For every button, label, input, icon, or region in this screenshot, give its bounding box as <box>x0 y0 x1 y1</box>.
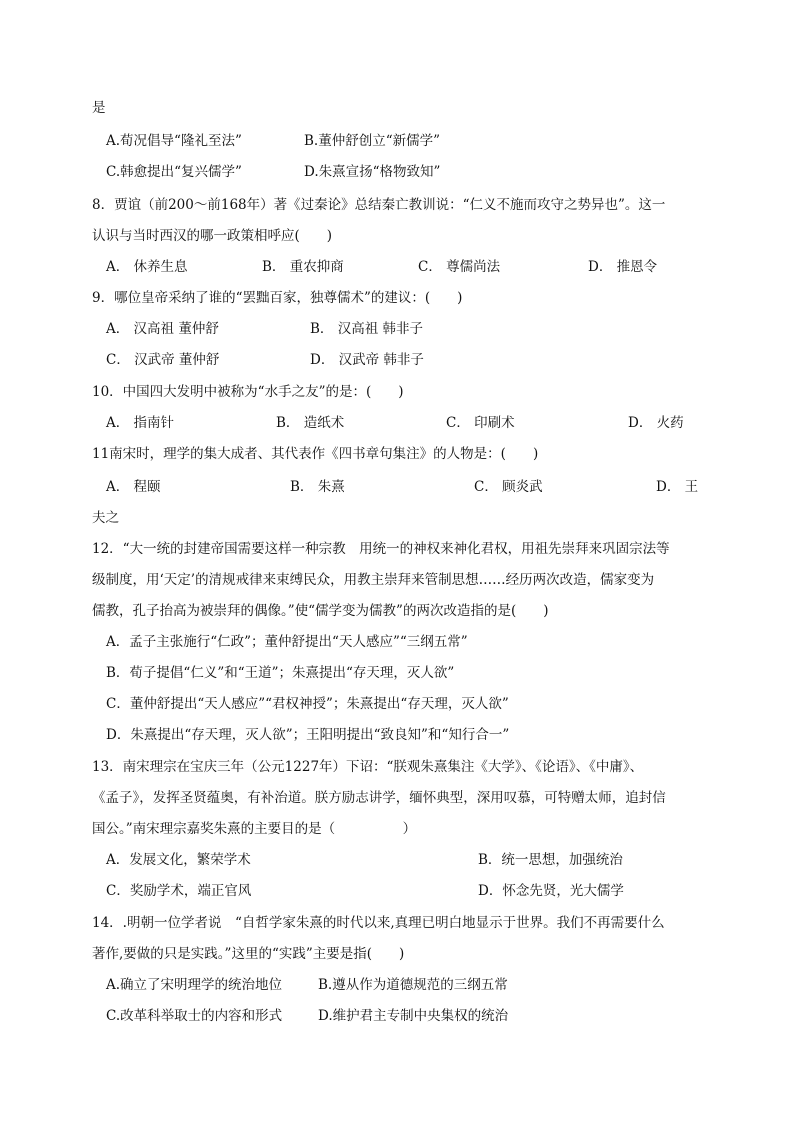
q9-option-c: C． 汉武帝 董仲舒 <box>106 352 220 368</box>
q11-option-a: A． 程颐 <box>106 479 161 495</box>
q11-option-b: B． 朱熹 <box>290 479 345 495</box>
q13-option-a: A．发展文化，繁荣学术 <box>106 852 251 868</box>
q12-option-a: A．孟子主张施行“仁政”；董仲舒提出“天人感应”“三纲五常” <box>106 634 468 650</box>
q9-option-b: B． 汉高祖 韩非子 <box>310 321 424 337</box>
q8-option-c: C． 尊儒尚法 <box>418 259 501 275</box>
q13-stem-line2: 《孟子》，发挥圣贤蕴奥，有补治道。朕方励志讲学，缅怀典型，深用叹慕，可特赠太师，追封信 <box>92 790 666 806</box>
q14-option-a: A.确立了宋明理学的统治地位 <box>106 977 283 993</box>
q9-option-d: D． 汉武帝 韩非子 <box>310 352 424 368</box>
q7-option-c: C.韩愈提出“复兴儒学” <box>106 164 242 180</box>
q7-stem-tail: 是 <box>92 100 106 116</box>
q8-stem-line2: 认识与当时西汉的哪一政策相呼应( ) <box>92 228 333 244</box>
q8-option-b: B． 重农抑商 <box>262 259 344 275</box>
q13-stem-line1: 13．南宋理宗在宝庆三年（公元1227年）下诏：“朕观朱熹集注《大学》、《论语》、《中庸》、 <box>92 759 644 775</box>
q8-option-d: D． 推恩令 <box>588 259 658 275</box>
q14-option-c: C.改革科举取士的内容和形式 <box>106 1008 283 1024</box>
q14-option-b: B.遵从作为道德规范的三纲五常 <box>318 977 508 993</box>
q11-stem: 11南宋时，理学的集大成者、其代表作《四书章句集注》的人物是：( ) <box>92 446 539 462</box>
q7-option-b: B.董仲舒创立“新儒学” <box>304 133 441 149</box>
q13-option-d: D．怀念先贤，光大儒学 <box>478 883 624 899</box>
q8-stem-line1: 8．贾谊（前200～前168年）著《过秦论》总结秦亡教训说：“仁义不施而攻守之势异也”。这一 <box>92 197 666 213</box>
q10-option-b: B． 造纸术 <box>276 415 345 431</box>
q12-option-c: C．董仲舒提出“天人感应”“君权神授”；朱熹提出“存天理，灭人欲” <box>106 696 509 712</box>
q10-option-d: D． 火药 <box>628 415 684 431</box>
q11-option-d: D． 王 <box>656 479 699 495</box>
q7-option-d: D.朱熹宣扬“格物致知” <box>304 164 441 180</box>
q9-stem: 9．哪位皇帝采纳了谁的“罢黜百家，独尊儒术”的建议：( ) <box>92 290 463 306</box>
q10-stem: 10．中国四大发明中被称为“水手之友”的是：( ) <box>92 384 404 400</box>
q13-stem-line3: 国公。”南宋理宗嘉奖朱熹的主要目的是（ ） <box>92 821 417 837</box>
q14-stem-line2: 著作,要做的只是实践。”这里的“实践”主要是指( ) <box>92 946 405 962</box>
q13-option-c: C．奖励学术，端正官风 <box>106 883 252 899</box>
q12-stem-line3: 儒教，孔子抬高为被崇拜的偶像。”使“儒学变为儒教”的两次改造指的是( ) <box>92 603 549 619</box>
q9-option-a: A． 汉高祖 董仲舒 <box>106 321 219 337</box>
q12-stem-line2: 级制度，用‘天定’的清规戒律来束缚民众，用教主崇拜来管制思想……经历两次改造，儒家变为 <box>92 572 655 588</box>
q7-option-a: A.荀况倡导“隆礼至法” <box>106 133 242 149</box>
q10-option-a: A． 指南针 <box>106 415 175 431</box>
q12-option-d: D．朱熹提出“存天理，灭人欲”；王阳明提出“致良知”和“知行合一” <box>106 727 510 743</box>
q11-option-d-wrap: 夫之 <box>92 510 119 526</box>
q13-option-b: B．统一思想，加强统治 <box>478 852 623 868</box>
q10-option-c: C． 印刷术 <box>446 415 515 431</box>
q11-option-c: C． 顾炎武 <box>474 479 543 495</box>
q8-option-a: A． 休养生息 <box>106 259 188 275</box>
q12-option-b: B．荀子提倡“仁义”和“王道”；朱熹提出“存天理，灭人欲” <box>106 665 455 681</box>
q14-option-d: D.维护君主专制中央集权的统治 <box>318 1008 509 1024</box>
q12-stem-line1: 12．“大一统的封建帝国需要这样一种宗教 用统一的神权来神化君权，用祖先崇拜来巩固宗法等 <box>92 541 670 557</box>
q14-stem-line1: 14．.明朝一位学者说 “自哲学家朱熹的时代以来,真理已明白地显示于世界。我们不再需要什么 <box>92 915 665 931</box>
